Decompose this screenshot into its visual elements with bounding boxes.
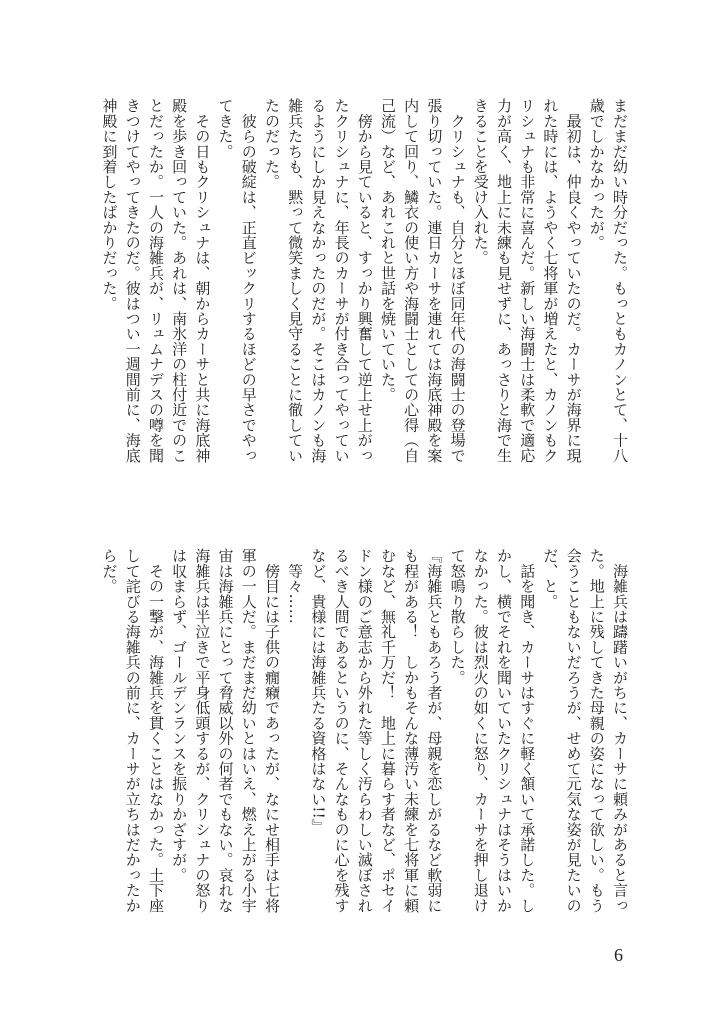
text-column: 彼らの破綻は、正直ビックリするほどの早さでやっ (239, 98, 258, 463)
text-column: クリシュナも、自分とほぼ同年代の海闘士の登場で (448, 98, 467, 463)
text-column: は収まらず、ゴールデンランスを振りかざすが。 (170, 548, 189, 883)
text-column: たクリシュナに、年長のカーサが付き合ってやってい (332, 98, 351, 463)
text-column: 傍目には子供の癇癪であったが、なにせ相手は七将 (262, 548, 281, 913)
text-column: らだ。 (100, 548, 119, 594)
text-column: も程がある！ しかもそんな薄汚い未練を七将軍に頼 (402, 548, 421, 913)
text-column: 軍の一人だ。まだまだ幼いとはいえ、燃え上がる小宇 (239, 548, 258, 913)
text-column: その一撃が、海雑兵を貫くことはなかった。土下座 (146, 548, 165, 913)
text-column: リシュナも非常に喜んだ。新しい海闘士は柔軟で適応 (518, 98, 537, 463)
text-column: なかった。彼は烈火の如くに怒り、カーサを押し退け (471, 548, 490, 913)
text-column: 傍から見ていると、すっかり興奮して逆上せ上がっ (355, 98, 374, 463)
text-column: 雑兵たちも、黙って微笑ましく見守ることに徹してい (286, 98, 305, 463)
text-column: とだったか。一人の海雑兵が、リュムナデスの噂を聞 (146, 98, 165, 463)
text-column: など、貴様には海雑兵たる資格はない!!』 (309, 548, 328, 835)
text-column: 歳でしかなかったが。 (587, 98, 606, 250)
text-column: 張り切っていた。連日カーサを連れては海底神殿を案 (425, 98, 444, 463)
text-column: ドン様のご意志から外れた等しく汚らわしい滅ぼされ (355, 548, 374, 913)
text-column: 海雑兵は半泣きで平身低頭するが、クリシュナの怒り (193, 548, 212, 913)
text-column: るようにしか見えなかったのだが。そこはカノンも海 (309, 98, 328, 463)
text-column: して詫びる海雑兵の前に、カーサが立ちはだかったか (123, 548, 142, 913)
text-column: てきた。 (216, 98, 235, 159)
text-column: 神殿に到着したばかりだった。 (100, 98, 119, 311)
text-column: たのだった。 (262, 98, 281, 190)
text-column: 己流）など、あれこれと世話を焼いていた。 (378, 98, 397, 402)
text-column: て怒鳴り散らした。 (448, 548, 467, 685)
text-block-bottom (97, 548, 631, 938)
text-column: 最初は、仲良くやっていたのだ。カーサが海界に現 (564, 98, 583, 463)
text-column: るべき人間であるというのに、そんなものに心を残す (332, 548, 351, 913)
page-number: 6 (614, 945, 623, 965)
text-column: 『海雑兵ともあろう者が、母親を恋しがるなど軟弱に (425, 548, 444, 913)
text-column: その日もクリシュナは、朝からカーサと共に海底神 (193, 98, 212, 463)
text-column: きることを受け入れた。 (471, 98, 490, 266)
text-column: まだまだ幼い時分だった。もっともカノンとて、十八 (611, 98, 629, 463)
text-column: 話を聞き、カーサはすぐに軽く頷いて承諾した。し (518, 548, 537, 913)
text-column: 力が高く、地上に未練も見せずに、あっさりと海で生 (494, 98, 513, 463)
text-column: れた時には、ようやく七将軍が増えたと、カノンもク (541, 98, 560, 463)
text-column: 殿を歩き回っていた。あれは、南氷洋の柱付近でのこ (170, 98, 189, 463)
text-column: むなど、無礼千万だ！ 地上に暮らす者など、ポセイ (378, 548, 397, 913)
text-column: 海雑兵は躊躇いがちに、カーサに頼みがあると言っ (611, 548, 629, 913)
text-column: た。地上に残してきた母親の姿になって欲しい。もう (587, 548, 606, 913)
text-column: かし、横でそれを聞いていたクリシュナはそうはいか (494, 548, 513, 913)
text-column: きつけてやってきたのだ。彼はつい一週間前に、海底 (123, 98, 142, 463)
text-column: 会うこともないだろうが、せめて元気な姿が見たいの (564, 548, 583, 913)
text-block-top (97, 98, 631, 498)
text-column: だ、と。 (541, 548, 560, 609)
text-column: 等々…… (286, 548, 305, 624)
text-column: 宙は海雑兵にとって脅威以外の何者でもない。哀れな (216, 548, 235, 913)
text-column: 内して回り、鱗衣の使い方や海闘士としての心得（自 (402, 98, 421, 463)
